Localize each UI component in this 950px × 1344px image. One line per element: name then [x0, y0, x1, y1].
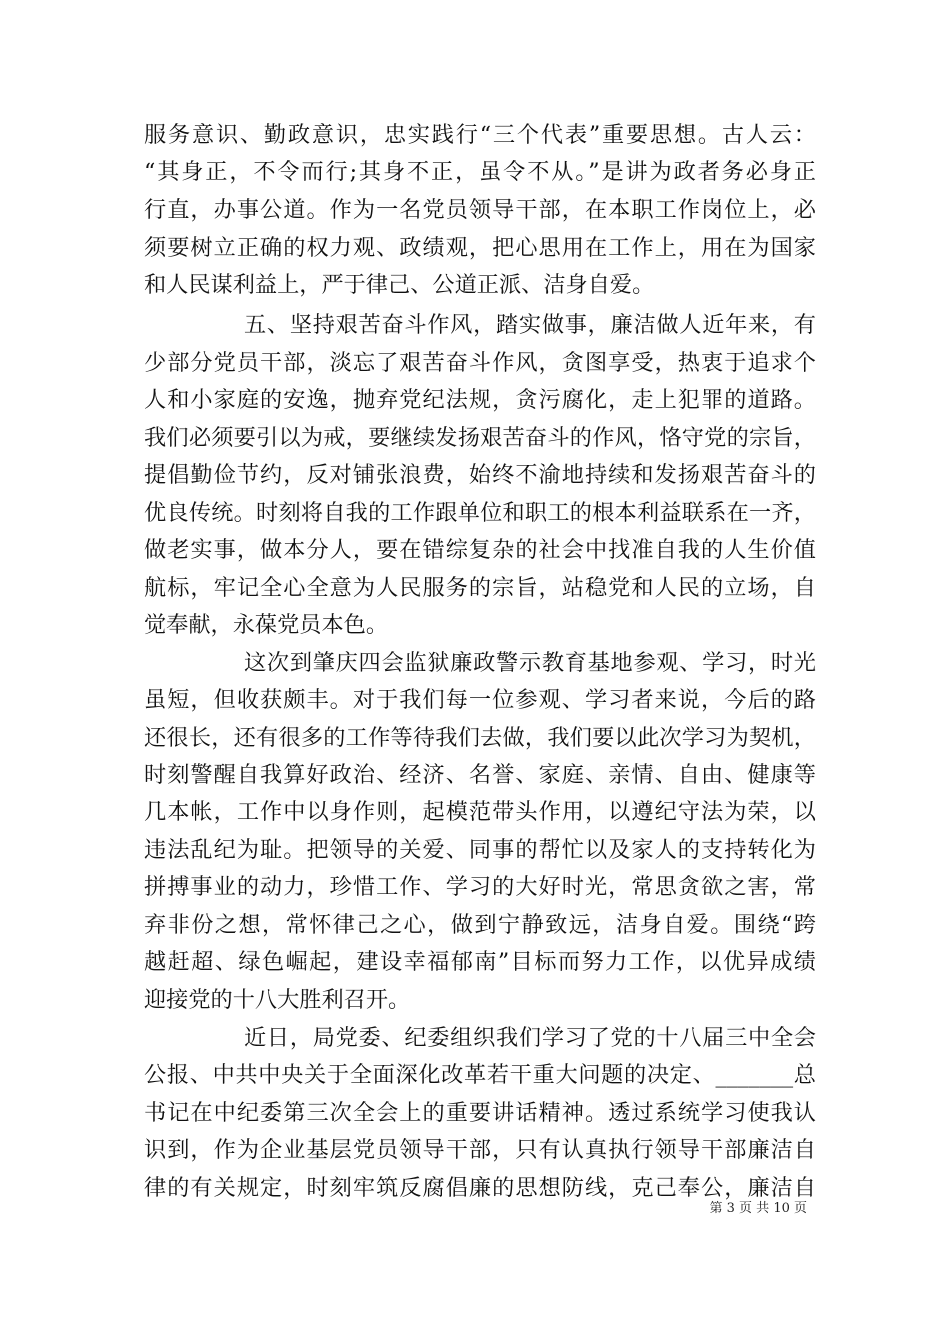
text-line: 违法乱纪为耻。把领导的关爱、同事的帮忙以及家人的支持转化为	[144, 837, 816, 863]
text-line: 行直，办事公道。作为一名党员领导干部，在本职工作岗位上，必	[144, 197, 816, 223]
text-line: 律的有关规定，时刻牢筑反腐倡廉的思想防线，克己奉公，廉洁自	[144, 1175, 816, 1201]
text-line: 越赶超、绿色崛起，建设幸福郁南”目标而努力工作，以优异成绩	[144, 949, 816, 975]
text-line: 迎接党的十八大胜利召开。	[144, 987, 411, 1013]
text-line: 提倡勤俭节约，反对铺张浪费，始终不渝地持续和发扬艰苦奋斗的	[144, 462, 816, 488]
text-line: 我们必须要引以为戒，要继续发扬艰苦奋斗的作风，恪守党的宗旨，	[144, 425, 816, 451]
text-line: 拼搏事业的动力，珍惜工作、学习的大好时光，常思贪欲之害，常	[144, 874, 816, 900]
text-line: 时刻警醒自我算好政治、经济、名誉、家庭、亲情、自由、健康等	[144, 762, 816, 788]
text-line: 觉奉献，永葆党员本色。	[144, 612, 389, 638]
text-line: 航标，牢记全心全意为人民服务的宗旨，站稳党和人民的立场，自	[144, 575, 816, 601]
text-line: 服务意识、勤政意识，忠实践行“三个代表”重要思想。古人云：	[144, 122, 816, 148]
text-line: 虽短，但收获颇丰。对于我们每一位参观、学习者来说，今后的路	[144, 687, 816, 713]
text-line: “其身正，不令而行;其身不正，虽令不从。”是讲为政者务必身正	[144, 159, 816, 185]
paragraph-start-line: 近日，局党委、纪委组织我们学习了党的十八届三中全会	[244, 1025, 816, 1051]
text-line: 优良传统。时刻将自我的工作跟单位和职工的根本利益联系在一齐，	[144, 500, 816, 526]
text-line: 识到，作为企业基层党员领导干部，只有认真执行领导干部廉洁自	[144, 1137, 816, 1163]
text-line: 书记在中纪委第三次全会上的重要讲话精神。透过系统学习使我认	[144, 1100, 816, 1126]
text-line: 弃非份之想，常怀律己之心，做到宁静致远，洁身自爱。围绕“跨	[144, 912, 816, 938]
text-line: 和人民谋利益上，严于律己、公道正派、洁身自爱。	[144, 272, 655, 298]
text-line: 还很长，还有很多的工作等待我们去做，我们要以此次学习为契机，	[144, 725, 816, 751]
text-line: 做老实事，做本分人，要在错综复杂的社会中找准自我的人生价值	[144, 537, 816, 563]
paragraph-start-line: 这次到肇庆四会监狱廉政警示教育基地参观、学习，时光	[244, 650, 816, 676]
text-line: 须要树立正确的权力观、政绩观，把心思用在工作上，用在为国家	[144, 235, 816, 261]
text-line: 公报、中共中央关于全面深化改革若干重大问题的决定、_______总	[144, 1062, 816, 1088]
text-line: 几本帐，工作中以身作则，起模范带头作用，以遵纪守法为荣，以	[144, 799, 816, 825]
text-line: 人和小家庭的安逸，抛弃党纪法规，贪污腐化，走上犯罪的道路。	[144, 387, 816, 413]
text-line: 少部分党员干部，淡忘了艰苦奋斗作风，贪图享受，热衷于追求个	[144, 350, 816, 376]
page-number-footer: 第 3 页 共 10 页	[709, 1201, 807, 1216]
paragraph-start-line: 五、坚持艰苦奋斗作风，踏实做事，廉洁做人近年来，有	[244, 312, 816, 338]
